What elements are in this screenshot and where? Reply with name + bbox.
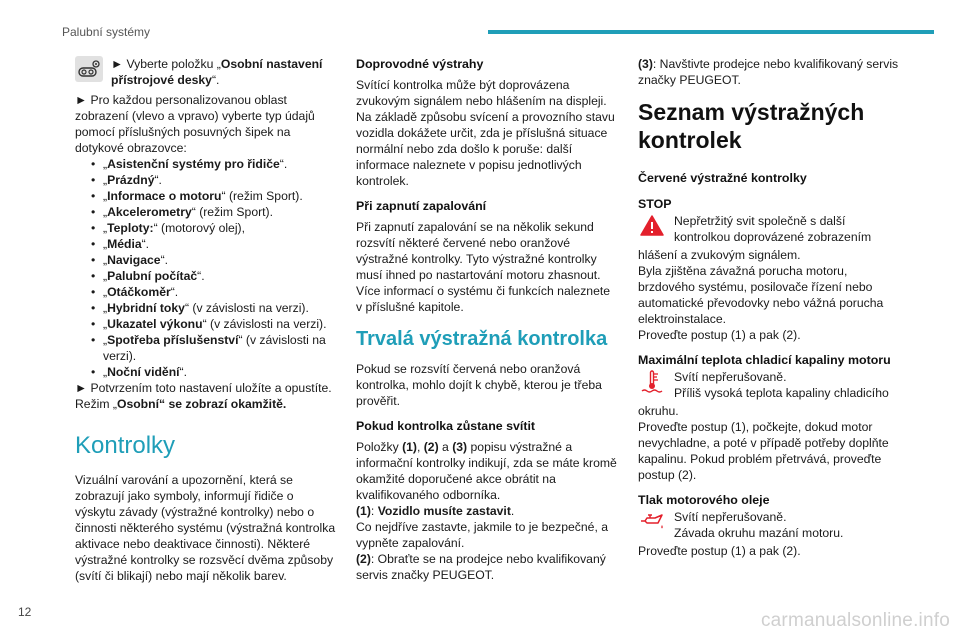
coolant-temperature-icon bbox=[638, 369, 666, 395]
mode-text: Režim „Osobní“ se zobrazí okamžitě. bbox=[75, 397, 287, 411]
zustane-heading: Pokud kontrolka zůstane svítit bbox=[356, 419, 536, 433]
stop-warning-triangle-icon bbox=[638, 213, 666, 239]
doprovodne-heading: Doprovodné výstrahy bbox=[356, 57, 484, 71]
step-1-text: Co nejdříve zastavte, jakmile to je bezpečné, a vypněte zapalování. bbox=[356, 520, 609, 550]
olej-action: Proveďte postup (1) a pak (2). bbox=[638, 544, 801, 558]
personalize-text: ► Pro každou personalizovanou oblast zobrazení (vlevo a vpravo) vyberte typ údajů pomocí příslušných posuvných šipek na dotykové obrazovce: bbox=[75, 93, 315, 155]
kontrolky-text: Vizuální varování a upozornění, která se zobrazují jako symboly, informují řidiče o výskytu závady (výstražné kontrolky) nebo o činnosti některého systému (výstražná kontrolka aktivace nebo deaktivace činnosti). Některé výstražné kontrolky se rozsvěcí dvěma způsoby (svítí či blikají) nebo mají několik barev. bbox=[75, 473, 336, 583]
stop-first-text: Nepřetržitý svit společně s další kontrolkou doprovázené zobrazením bbox=[674, 214, 872, 244]
teplota-text: Proveďte postup (1), počkejte, dokud motor nevychladne, a poté v případě potřeby doplňte kapalinu. Pokud problém přetrvává, proveďte postup (2). bbox=[638, 420, 889, 482]
dashboard-settings-icon bbox=[75, 56, 103, 82]
column-2 bbox=[356, 56, 618, 583]
list-item: • „Informace o motoru“ (režim Sport). bbox=[91, 188, 337, 204]
olej-heading: Tlak motorového oleje bbox=[638, 493, 770, 507]
list-item: • „Spotřeba příslušenství“ (v závislosti na verzi). bbox=[91, 332, 337, 364]
column-3 bbox=[638, 56, 900, 559]
zustane-text: Položky (1), (2) a (3) popisu výstražné a informační kontrolky indikují, zda se máte kromě okamžité doporučené akce obrátit na kvalifikovaného odborníka. bbox=[356, 440, 617, 502]
list-item: • „Ukazatel výkonu“ (v závislosti na verzi). bbox=[91, 316, 337, 332]
step-2-text: (2): Obraťte se na prodejce nebo kvalifikovaný servis značky PEUGEOT. bbox=[356, 552, 606, 582]
zapnuti-heading: Při zapnutí zapalování bbox=[356, 199, 487, 213]
seznam-heading: Seznam výstražných kontrolek bbox=[638, 99, 865, 153]
confirm-text: ► Potvrzením toto nastavení uložíte a opustíte. bbox=[75, 381, 332, 395]
stop-heading: STOP bbox=[638, 197, 672, 211]
list-item: • „Hybridní toky“ (v závislosti na verzi). bbox=[91, 300, 337, 316]
teplota-heading: Maximální teplota chladicí kapaliny motoru bbox=[638, 353, 891, 367]
select-instrument-settings-row bbox=[75, 56, 337, 90]
zapnuti-text: Při zapnutí zapalování se na několik sekund rozsvítí některé červené nebo oranžové výstražné kontrolky. Tyto výstražné kontrolky musí ihned po nastartování motoru zhasnout. Více informací o systému či funkcích naleznete v příslušné kapitole. bbox=[356, 220, 611, 314]
teplota-rest: okruhu. bbox=[638, 404, 679, 418]
oil-pressure-icon bbox=[638, 509, 666, 535]
list-item: • „Palubní počítač“. bbox=[91, 268, 337, 284]
step-3-text: (3): Navštivte prodejce nebo kvalifikovaný servis značky PEUGEOT. bbox=[638, 57, 899, 87]
column-1 bbox=[75, 56, 337, 584]
step-1-line: (1): Vozidlo musíte zastavit. bbox=[356, 504, 515, 518]
section-title: Palubní systémy bbox=[62, 25, 151, 39]
stop-action: Proveďte postup (1) a pak (2). bbox=[638, 328, 801, 342]
stop-warning-row bbox=[638, 213, 900, 247]
header-rule bbox=[488, 30, 934, 34]
list-item: • „Prázdný“. bbox=[91, 172, 337, 188]
olej-line-2: Závada okruhu mazání motoru. bbox=[674, 526, 844, 540]
select-instruction: ► Vyberte položku „Osobní nastavení přístrojové desky“. bbox=[111, 57, 323, 87]
list-item: • „Akcelerometry“ (režim Sport). bbox=[91, 204, 337, 220]
stop-rest-text: hlášení a zvukovým signálem. bbox=[638, 248, 801, 262]
coolant-warning-row bbox=[638, 369, 900, 403]
trvala-heading: Trvalá výstražná kontrolka bbox=[356, 328, 608, 350]
list-item: • „Teploty:“ (motorový olej), bbox=[91, 220, 337, 236]
list-item: • „Otáčkoměr“. bbox=[91, 284, 337, 300]
watermark: carmanualsonline.info bbox=[760, 610, 950, 631]
oil-warning-row bbox=[638, 509, 900, 543]
teplota-line-2: Příliš vysoká teplota kapaliny chladicího bbox=[674, 386, 889, 400]
doprovodne-text: Svítící kontrolka může být doprovázena zvukovým signálem nebo hlášením na displeji. Na základě způsobu svícení a provozního stavu vozidla dokážete určit, zda je příslušná situace normální nebo zda došlo k poruše: další informace naleznete v popisu jednotlivých kontrolek. bbox=[356, 78, 615, 188]
display-options-list bbox=[75, 156, 337, 380]
list-item: • „Asistenční systémy pro řidiče“. bbox=[91, 156, 337, 172]
page-number: 12 bbox=[18, 605, 32, 619]
trvala-text: Pokud se rozsvítí červená nebo oranžová kontrolka, mohlo dojít k chybě, kterou je třeba prověřit. bbox=[356, 362, 602, 408]
stop-text: Byla zjištěna závažná porucha motoru, brzdového systému, posilovače řízení nebo automatické převodovky nebo vážná porucha elektroinstalace. bbox=[638, 264, 884, 326]
olej-line-1: Svítí nepřerušovaně. bbox=[674, 510, 787, 524]
teplota-line-1: Svítí nepřerušovaně. bbox=[674, 370, 787, 384]
list-item: • „Navigace“. bbox=[91, 252, 337, 268]
list-item: • „Média“. bbox=[91, 236, 337, 252]
list-item: • „Noční vidění“. bbox=[91, 364, 337, 380]
cervene-heading: Červené výstražné kontrolky bbox=[638, 171, 807, 185]
kontrolky-heading: Kontrolky bbox=[75, 432, 176, 459]
